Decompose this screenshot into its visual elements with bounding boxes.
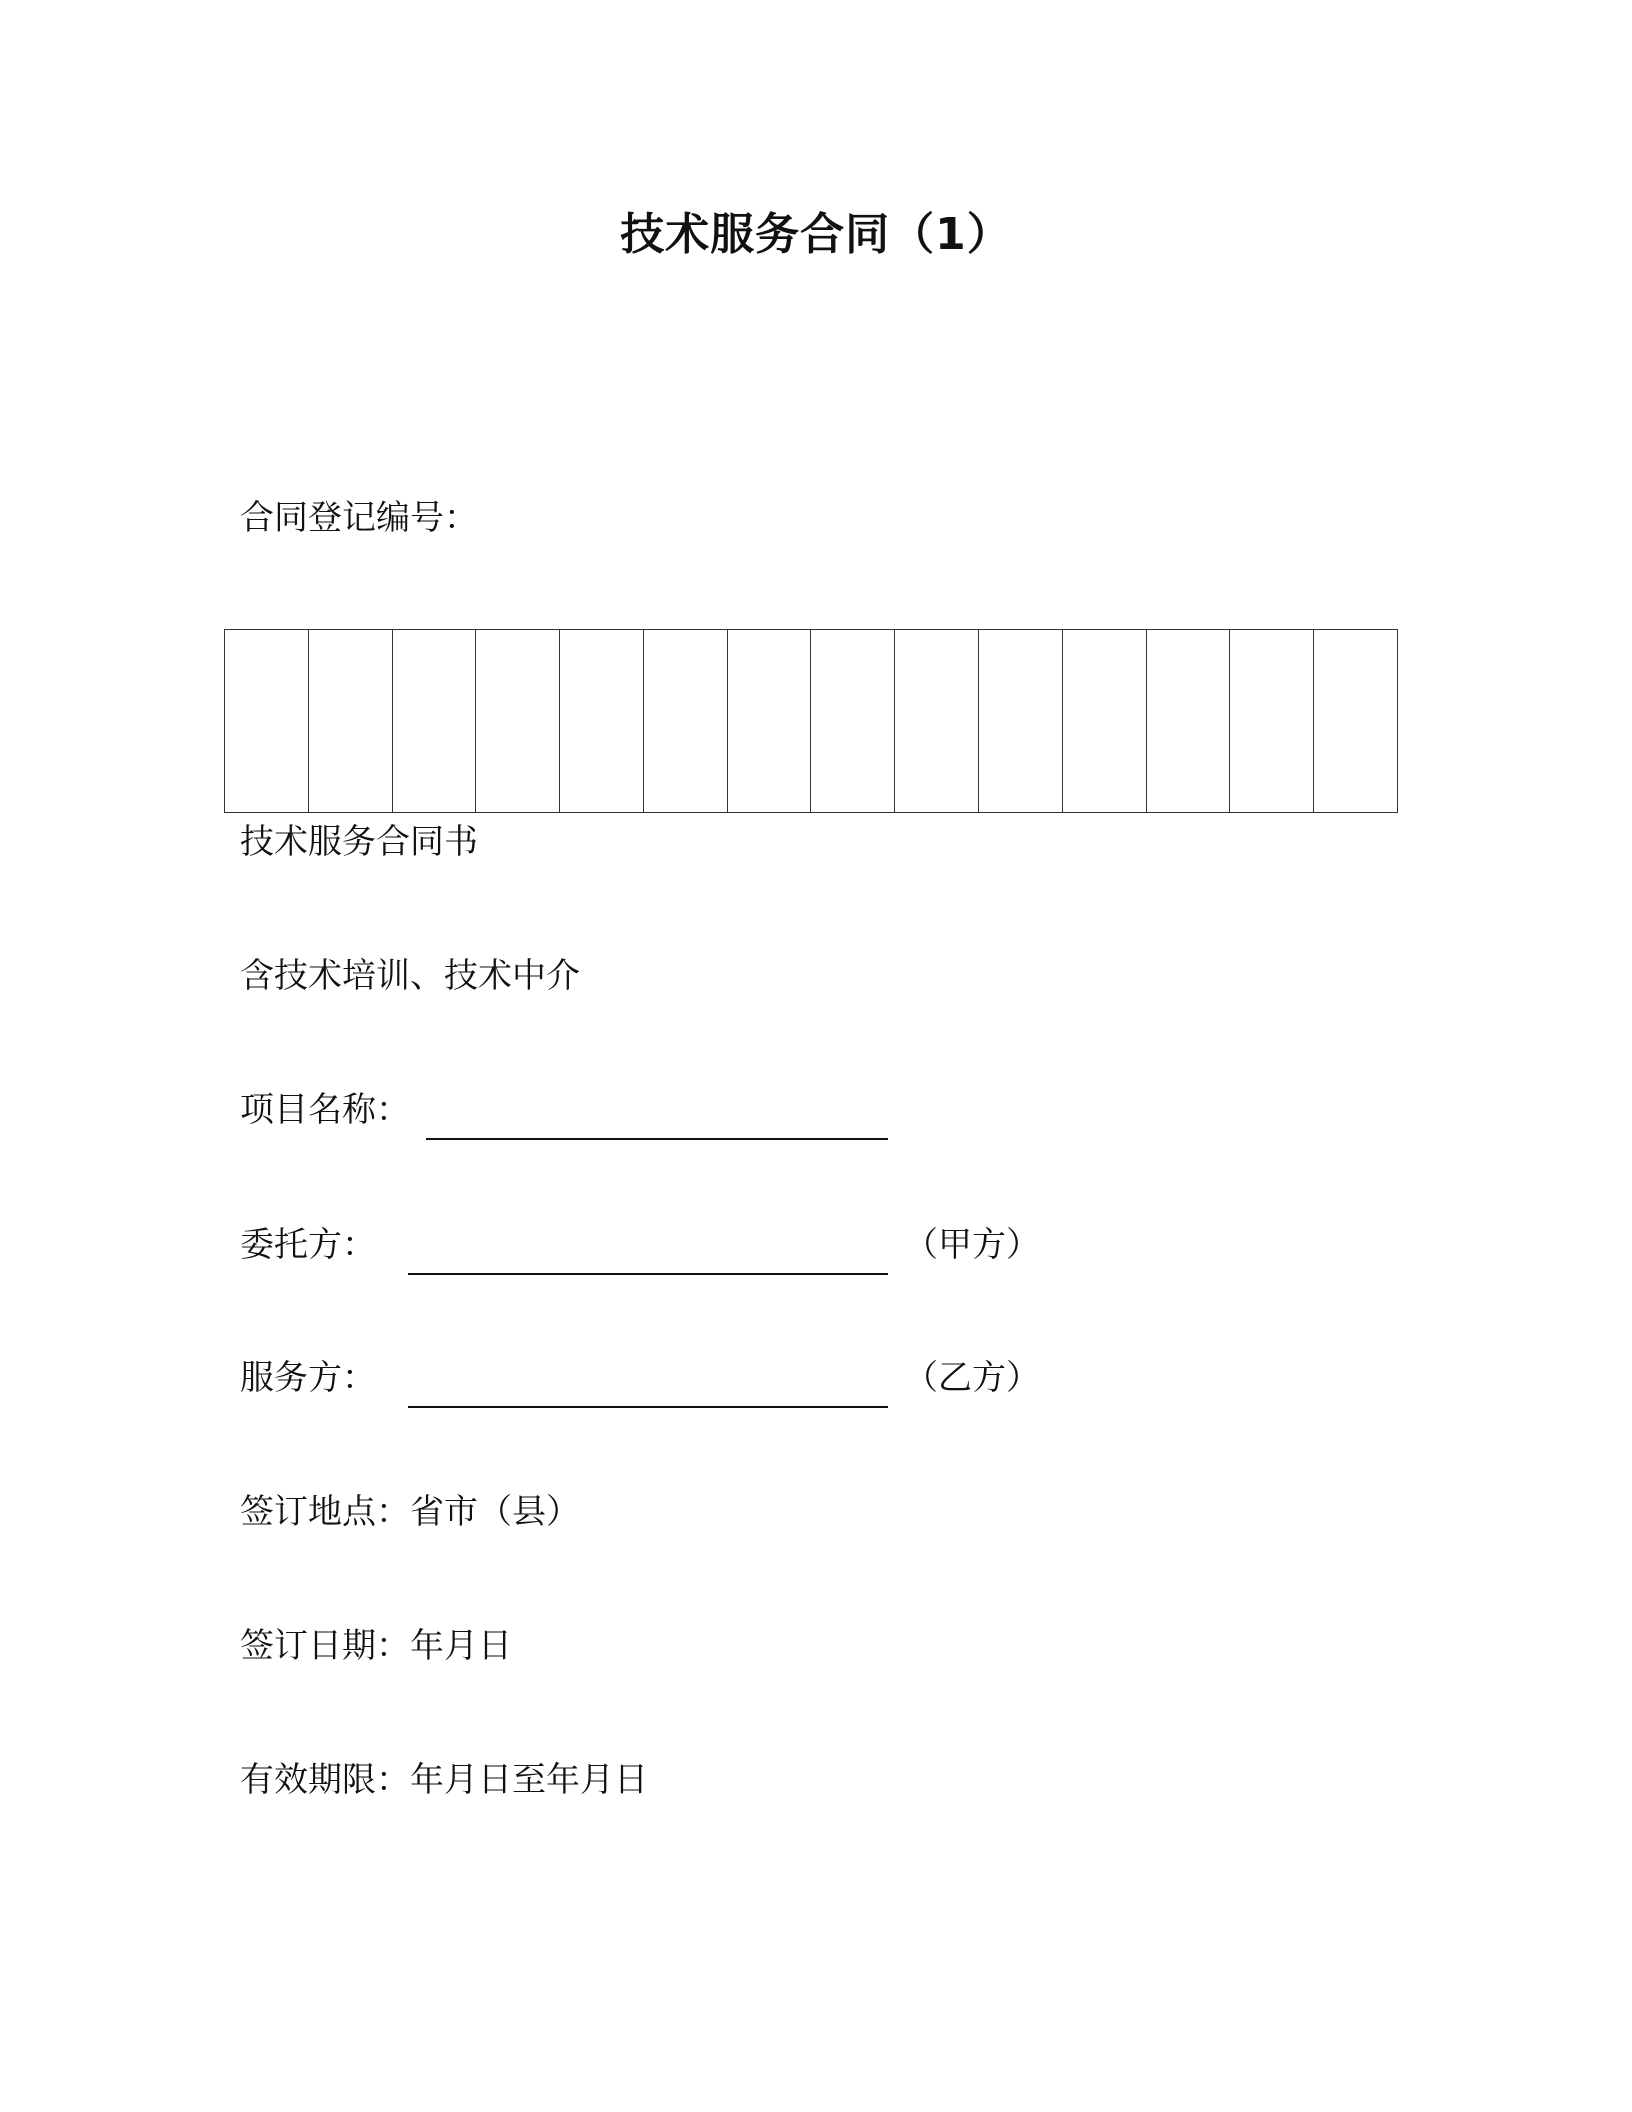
provider-label: 服务方： bbox=[240, 1358, 376, 1398]
registration-digit-box[interactable] bbox=[393, 630, 477, 812]
registration-number-label: 合同登记编号： bbox=[240, 498, 478, 538]
registration-digit-box[interactable] bbox=[1063, 630, 1147, 812]
registration-digit-box[interactable] bbox=[560, 630, 644, 812]
registration-digit-box[interactable] bbox=[476, 630, 560, 812]
registration-digit-box[interactable] bbox=[979, 630, 1063, 812]
signing-date: 签订日期：年月日 bbox=[240, 1626, 512, 1666]
document-name: 技术服务合同书 bbox=[240, 822, 478, 862]
client-party-suffix: （甲方） bbox=[904, 1225, 1040, 1265]
registration-digit-box[interactable] bbox=[309, 630, 393, 812]
registration-number-boxes bbox=[224, 629, 1398, 813]
registration-digit-box[interactable] bbox=[1147, 630, 1231, 812]
registration-digit-box[interactable] bbox=[728, 630, 812, 812]
signing-place: 签订地点：省市（县） bbox=[240, 1492, 580, 1532]
page-title: 技术服务合同（1） bbox=[620, 209, 1012, 260]
provider-party-suffix: （乙方） bbox=[904, 1358, 1040, 1398]
client-label: 委托方： bbox=[240, 1225, 376, 1265]
registration-digit-box[interactable] bbox=[644, 630, 728, 812]
registration-digit-box[interactable] bbox=[1230, 630, 1314, 812]
project-name-label: 项目名称： bbox=[240, 1090, 410, 1130]
provider-blank[interactable] bbox=[408, 1406, 888, 1408]
registration-digit-box[interactable] bbox=[895, 630, 979, 812]
document-subtitle: 含技术培训、技术中介 bbox=[240, 956, 580, 996]
registration-digit-box[interactable] bbox=[811, 630, 895, 812]
client-blank[interactable] bbox=[408, 1273, 888, 1275]
validity-period: 有效期限：年月日至年月日 bbox=[240, 1760, 648, 1800]
project-name-blank[interactable] bbox=[426, 1138, 888, 1140]
registration-digit-box[interactable] bbox=[225, 630, 309, 812]
registration-digit-box[interactable] bbox=[1314, 630, 1397, 812]
